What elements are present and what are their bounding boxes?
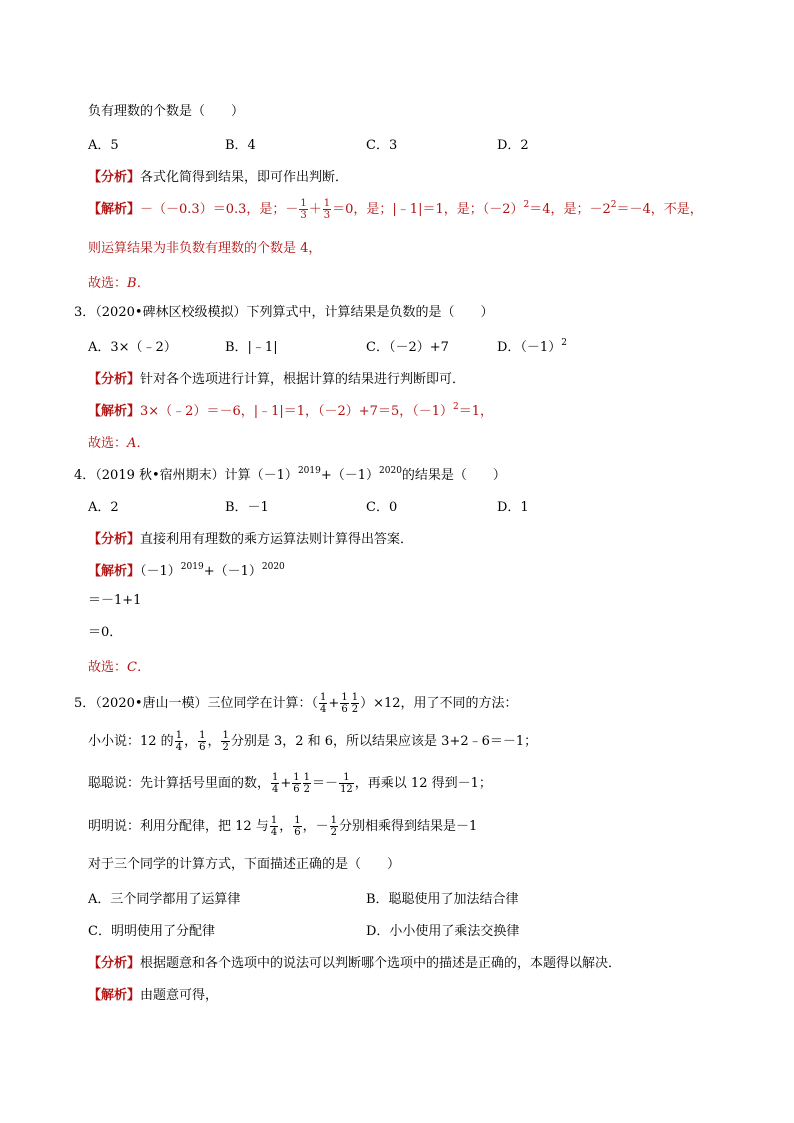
fraction-denominator: 2 — [303, 784, 311, 795]
q5-cong-part-a: 聪聪说：先计算括号里面的数， — [88, 776, 271, 791]
q2-fraction-2 — [323, 198, 331, 221]
fraction-denominator: 2 — [351, 704, 359, 715]
q5-xiao-part-a: 小小说：12 的 — [88, 734, 174, 749]
q5-option-d[interactable]: D．小小使用了乘法交换律 — [366, 924, 520, 939]
q4-exponent-1: 2019 — [297, 466, 321, 476]
q2-analysis — [88, 166, 348, 185]
q3-stem: 3．（2020•碑林区校级模拟）下列算式中，计算结果是负数的是（ ） — [74, 305, 494, 320]
fraction-numerator: 1 — [330, 815, 337, 826]
q5-analysis — [88, 952, 621, 971]
plus-sign: + — [280, 776, 292, 791]
q4-option-c[interactable]: C．0 — [366, 500, 398, 515]
comma: ， — [207, 734, 221, 749]
q5-mingming-says — [88, 815, 477, 838]
q2-sol-exponent-2: 2 — [610, 200, 617, 210]
q3-sol-exponent: 2 — [453, 402, 459, 412]
q3-option-d-text: D．（－1） — [497, 340, 562, 355]
q5-ming-fraction-3 — [330, 815, 338, 838]
q2-stem-tail: 负有理数的个数是（ ） — [88, 104, 245, 119]
q4-choice — [88, 656, 150, 675]
q5-option-c[interactable]: C．明明使用了分配律 — [88, 924, 215, 939]
q4-option-a[interactable]: A．2 — [88, 500, 119, 515]
fraction-denominator: 3 — [323, 210, 331, 221]
q3-analysis-text: 针对各个选项进行计算，根据计算的结果进行判断即可． — [140, 372, 466, 387]
q2-sol-part-c: ＝0，是；|﹣1|＝1，是；（－2） — [332, 202, 524, 217]
q2-sol-plus: ＋ — [308, 202, 322, 217]
q5-question: 对于三个同学的计算方式，下面描述正确的是（ ） — [88, 857, 401, 872]
q5-xiao-part-b: 分别是 3，2 和 6，所以结果应该是 3+2﹣6＝－1； — [230, 734, 538, 749]
q3-option-b[interactable]: B．|﹣1| — [225, 340, 278, 355]
q5-congcong-says — [88, 772, 492, 795]
q4-stem-part-a: 4．（2019 秋•宿州期末）计算（－1） — [74, 468, 298, 483]
q5-solution — [88, 984, 218, 1003]
fraction-denominator: 6 — [341, 704, 348, 715]
fraction-numerator: 1 — [323, 198, 331, 209]
q2-option-d[interactable]: D．2 — [497, 138, 529, 153]
q4-stem-part-c: 的结果是（ ） — [401, 468, 506, 483]
q5-cong-fraction-3 — [303, 772, 311, 795]
q5-cong-fraction-4 — [339, 772, 354, 795]
q3-choice — [88, 432, 149, 451]
q2-sol-exponent-1: 2 — [523, 200, 530, 210]
q4-exponent-2: 2020 — [379, 466, 402, 476]
q2-fraction-1 — [299, 198, 307, 221]
comma-minus: ，－ — [302, 819, 329, 834]
q5-ming-part-b: 分别相乘得到结果是－1 — [338, 819, 478, 834]
fraction-numerator: 1 — [300, 198, 307, 209]
q2-sol-part-e: ＝－4，不是， — [616, 202, 703, 217]
analysis-tag: 【分析】 — [88, 372, 141, 387]
q5-cong-fraction-1 — [271, 772, 279, 795]
q3-answer: A． — [127, 436, 150, 451]
q3-solution — [88, 400, 493, 419]
equals-minus: ＝－ — [312, 776, 339, 791]
choice-prefix: 故选： — [88, 276, 128, 291]
fraction-numerator: 1 — [222, 730, 229, 741]
q3-option-a[interactable]: A．3×（﹣2） — [88, 340, 177, 355]
fraction-numerator: 1 — [351, 692, 359, 703]
q2-option-b[interactable]: B．4 — [225, 138, 256, 153]
solution-tag: 【解析】 — [88, 988, 141, 1003]
fraction-denominator: 4 — [270, 827, 278, 838]
choice-prefix: 故选： — [88, 660, 128, 675]
q5-cong-part-b: ，再乘以 12 得到－1； — [354, 776, 492, 791]
q2-option-a[interactable]: A．5 — [88, 138, 119, 153]
q4-stem-part-b: +（－1） — [320, 468, 380, 483]
q5-fraction-2 — [340, 692, 348, 715]
q2-choice — [88, 272, 150, 291]
fraction-numerator: 1 — [175, 730, 183, 741]
q5-fraction-3 — [351, 692, 359, 715]
q5-analysis-text: 根据题意和各个选项中的说法可以判断哪个选项中的描述是正确的，本题得以解决． — [140, 956, 622, 971]
q3-option-d[interactable] — [497, 336, 567, 355]
analysis-tag: 【分析】 — [88, 532, 141, 547]
q4-option-d[interactable]: D．1 — [497, 500, 529, 515]
q3-analysis — [88, 368, 465, 387]
fraction-denominator: 12 — [340, 784, 353, 795]
q2-sol-part-d: ＝4，是；－2 — [529, 202, 611, 217]
q5-stem — [74, 692, 518, 715]
q5-solution-text: 由题意可得， — [140, 988, 219, 1003]
q3-sol-part-a: 3×（﹣2）＝－6，|﹣1|＝1，（－2）+7＝5，（－1） — [140, 404, 453, 419]
fraction-numerator: 1 — [303, 772, 311, 783]
fraction-numerator: 1 — [294, 815, 301, 826]
comma: ， — [279, 819, 293, 834]
q2-option-c[interactable]: C．3 — [366, 138, 398, 153]
solution-tag: 【解析】 — [88, 202, 141, 217]
q4-step-2: ＝0． — [88, 625, 123, 640]
q5-option-a[interactable]: A．三个同学都用了运算律 — [88, 892, 241, 907]
q4-sol-part-a: （－1） — [140, 564, 181, 579]
q5-stem-part-b: ）×12，用了不同的方法： — [360, 696, 518, 711]
fraction-denominator: 6 — [294, 827, 301, 838]
q5-option-b[interactable]: B．聪聪使用了加法结合律 — [366, 892, 519, 907]
fraction-numerator: 1 — [293, 772, 300, 783]
fraction-denominator: 4 — [320, 704, 327, 715]
choice-prefix: 故选： — [88, 436, 128, 451]
q4-analysis — [88, 528, 413, 547]
q3-option-c[interactable]: C．（－2）+7 — [366, 340, 449, 355]
q5-ming-fraction-2 — [293, 815, 301, 838]
q5-ming-part-a: 明明说：利用分配律，把 12 与 — [88, 819, 269, 834]
q2-solution-line1: 【解析】－（－0.3）＝0.3，是；－ $\frac{1}{3}$ ＋ $\frac{1}{3}$ ＝0，是；|﹣1|＝1，是；$(-2)^2=4$，是；$-2^2=-4$，不是， — [88, 198, 703, 221]
q2-analysis-text: 各式化简得到结果，即可作出判断． — [140, 170, 349, 185]
q5-xiao-fraction-1 — [175, 730, 183, 753]
fraction-denominator: 4 — [175, 742, 183, 753]
q5-cong-fraction-2 — [292, 772, 300, 795]
fraction-numerator: 1 — [341, 692, 348, 703]
q4-analysis-text: 直接利用有理数的乘方运算法则计算得出答案． — [140, 532, 414, 547]
fraction-numerator: 1 — [270, 815, 278, 826]
fraction-numerator: 1 — [199, 730, 206, 741]
q4-answer: C． — [127, 660, 150, 675]
fraction-numerator: 1 — [339, 772, 354, 784]
q4-option-b[interactable]: B．－1 — [225, 500, 269, 515]
fraction-denominator: 2 — [330, 827, 337, 838]
analysis-tag: 【分析】 — [88, 170, 141, 185]
solution-tag: 【解析】 — [88, 564, 141, 579]
fraction-denominator: 6 — [293, 784, 300, 795]
fraction-denominator: 3 — [300, 210, 307, 221]
fraction-denominator: 4 — [272, 784, 279, 795]
fraction-numerator: 1 — [320, 692, 327, 703]
q5-ming-fraction-1 — [270, 815, 278, 838]
fraction-denominator: 6 — [199, 742, 206, 753]
fraction-numerator: 1 — [272, 772, 279, 783]
q4-sol-part-b: +（－1） — [203, 564, 262, 579]
solution-tag: 【解析】 — [88, 404, 141, 419]
q5-stem-part-a: 5．（2020•唐山一模）三位同学在计算：（ — [74, 696, 319, 711]
q5-xiao-fraction-2 — [198, 730, 206, 753]
q5-fraction-1 — [319, 692, 327, 715]
q2-answer: B． — [127, 276, 150, 291]
analysis-tag: 【分析】 — [88, 956, 141, 971]
plus-sign: + — [328, 696, 340, 711]
q5-xiao-fraction-3 — [221, 730, 229, 753]
q2-sol-part-a: －（－0.3）＝0.3，是； — [140, 202, 286, 217]
q5-xiaoxiao-says — [88, 730, 537, 753]
q4-step-1: ＝－1+1 — [88, 593, 142, 608]
q4-stem — [74, 464, 506, 483]
q2-solution-line2: 则运算结果为非负数有理数的个数是 4， — [88, 241, 322, 256]
q3-sol-part-b: ＝1， — [458, 404, 494, 419]
comma: ， — [184, 734, 198, 749]
fraction-denominator: 2 — [222, 742, 229, 753]
q4-sol-exponent-2: 2020 — [261, 562, 285, 572]
q4-solution — [88, 560, 285, 579]
q4-sol-exponent-1: 2019 — [180, 562, 204, 572]
q3-option-d-exponent: 2 — [561, 338, 567, 348]
